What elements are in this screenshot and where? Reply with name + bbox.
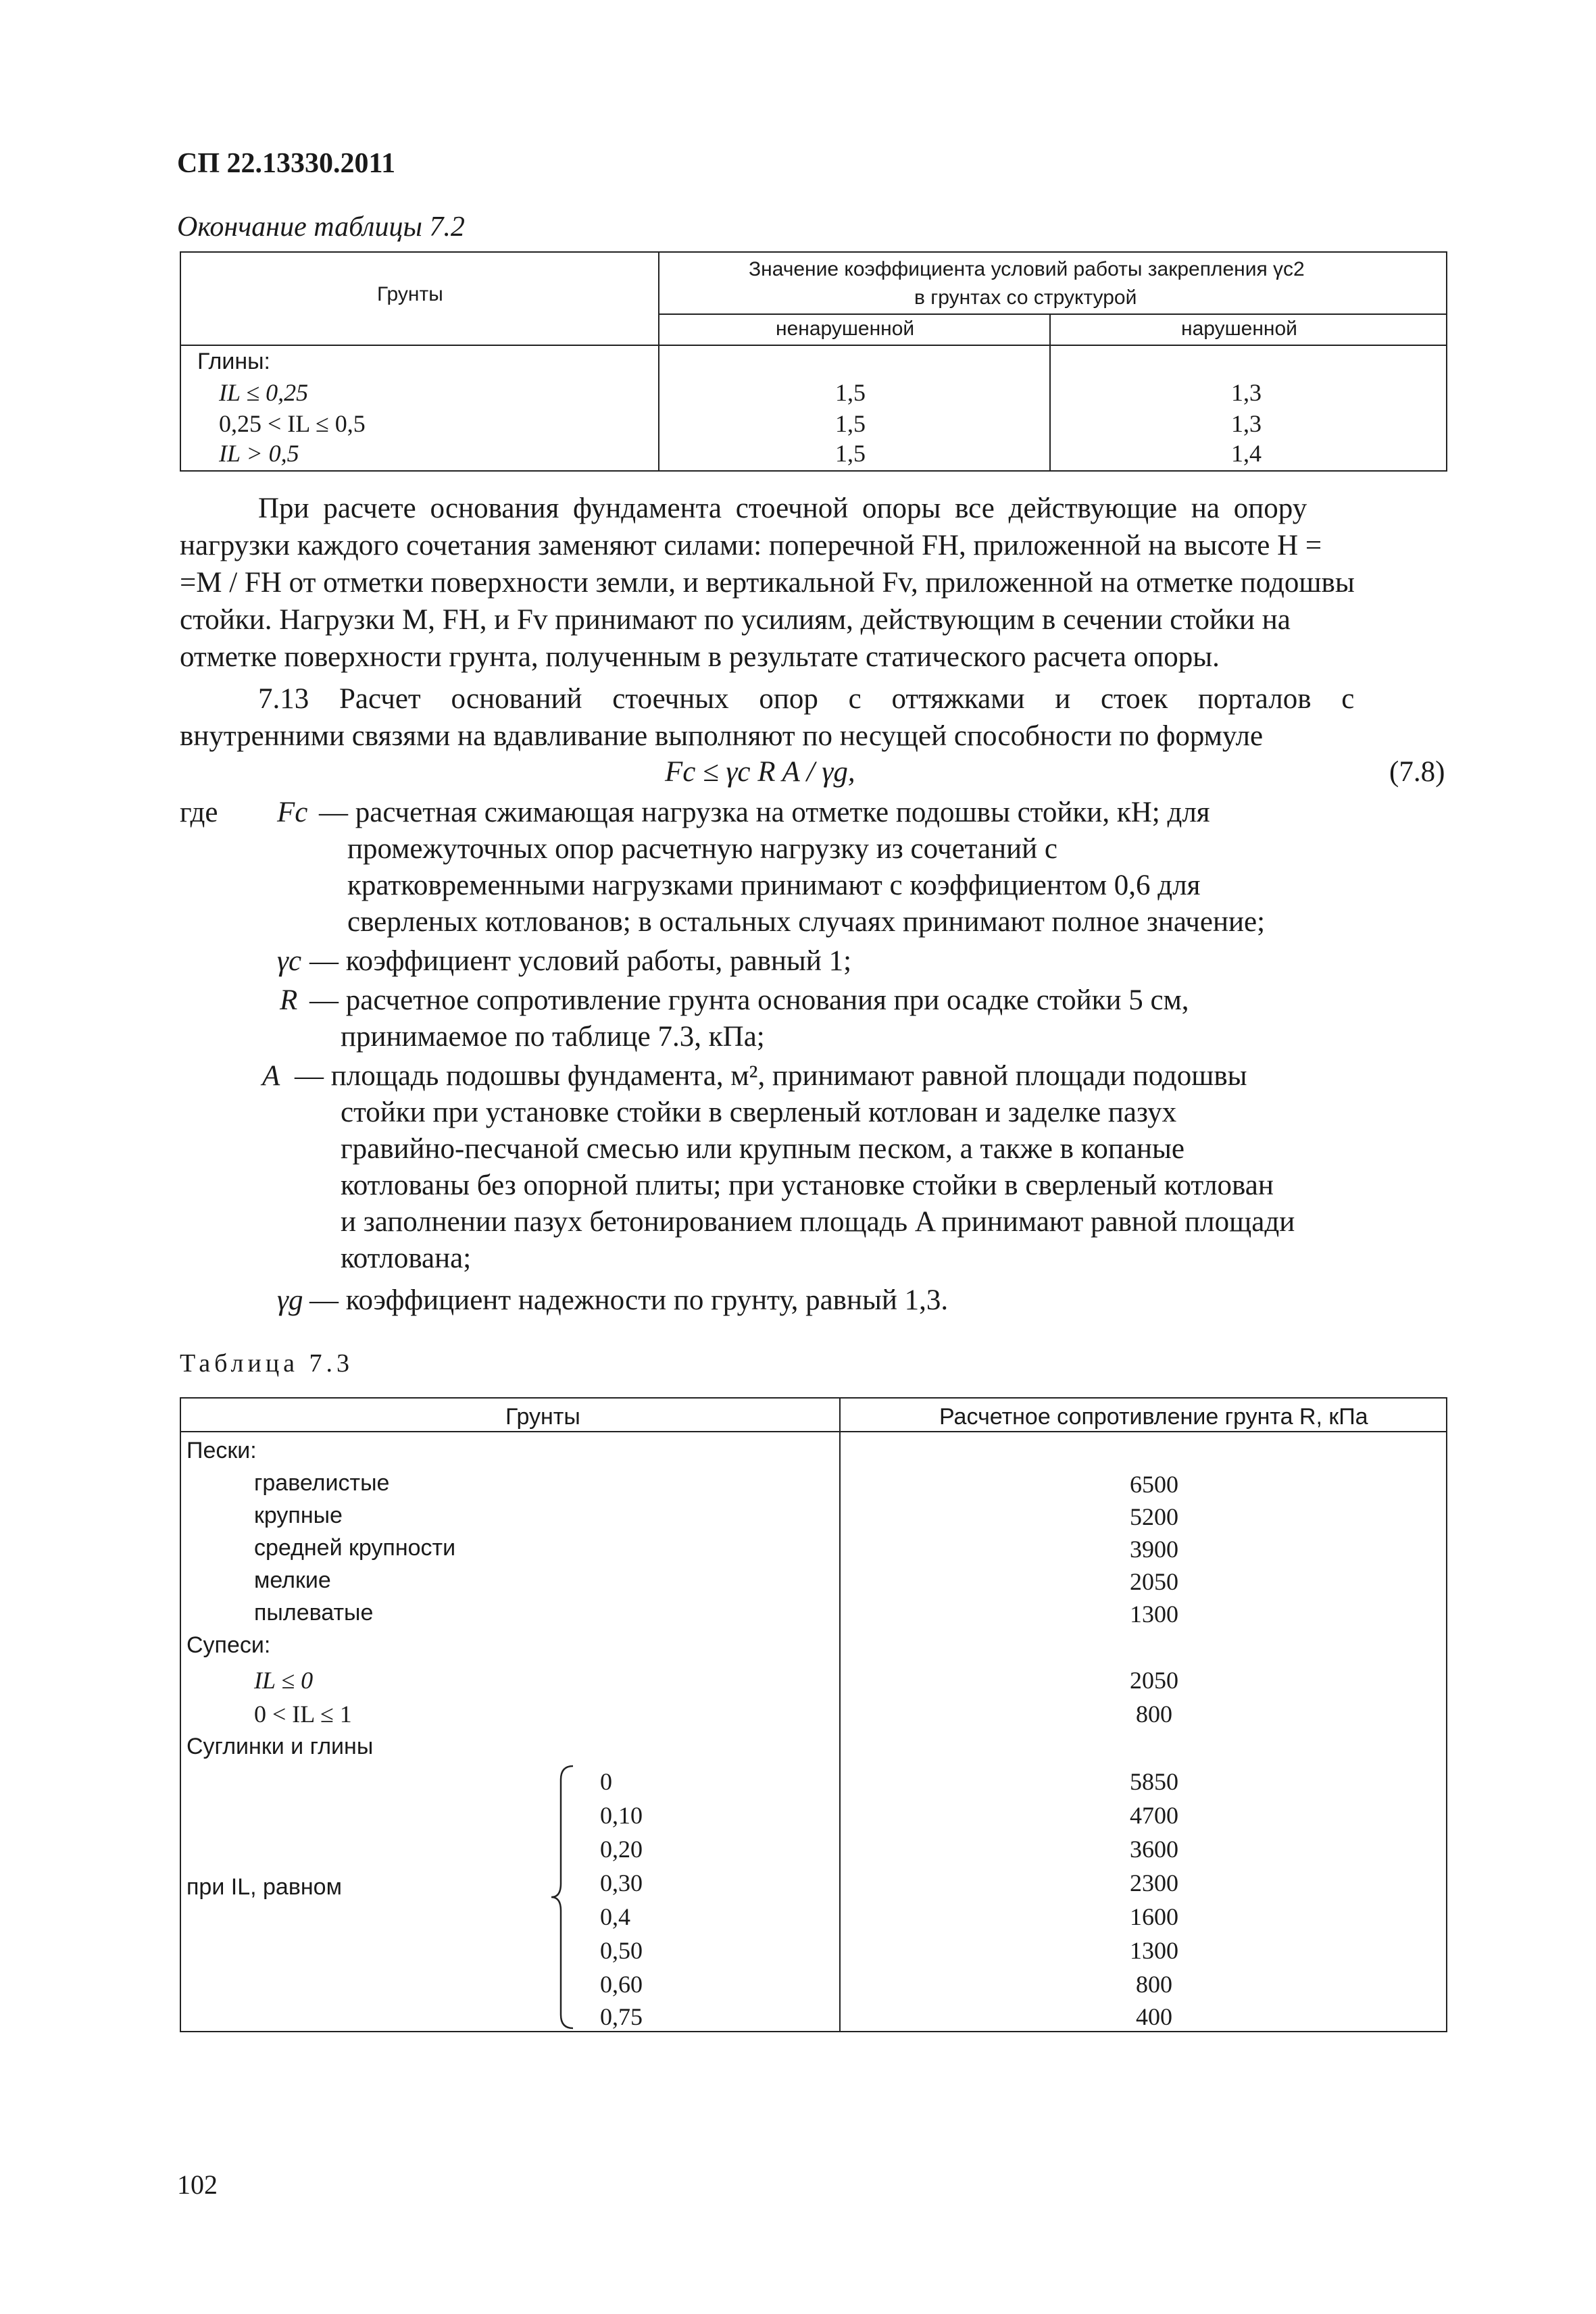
- table-row-soil: 0,25 < IL ≤ 0,5: [219, 410, 366, 437]
- table-row-value: 2300: [1130, 1869, 1178, 1896]
- definition-line: промежуточных опор расчетную нагрузку из сочетаний с: [347, 833, 1057, 865]
- list-item: крупные: [254, 1503, 343, 1528]
- table-7-2: [180, 251, 1447, 472]
- list-item: гравелистые: [254, 1470, 390, 1496]
- table-row-il: 0,50: [600, 1937, 643, 1964]
- list-item: мелкие: [254, 1567, 331, 1593]
- definition-line: котлованы без опорной плиты; при установке стойки в сверленый котлован: [341, 1169, 1274, 1201]
- symbol-a: A: [262, 1060, 280, 1092]
- table-row-undisturbed: 1,5: [835, 410, 866, 437]
- list-item-value: 6500: [1130, 1471, 1178, 1498]
- formula-number: (7.8): [1389, 756, 1445, 788]
- paragraph-line: стойки. Нагрузки M, FH, и Fv принимают по усилиям, действующим в сечении стойки на: [180, 604, 1291, 636]
- group-loams-clays: Суглинки и глины: [186, 1734, 374, 1759]
- definition-line: гравийно-песчаной смесью или крупным песком, а также в копаные: [341, 1133, 1185, 1165]
- list-item-value: 1300: [1130, 1601, 1178, 1628]
- table-row-il: 0,75: [600, 2003, 643, 2030]
- col-group-subheader: в грунтах со структурой: [914, 286, 1137, 309]
- table-row-undisturbed: 1,5: [835, 379, 866, 406]
- table-7-3-label: Таблица 7.3: [180, 1349, 354, 1378]
- definition-line: стойки при установке стойки в сверленый котлован и заделке пазух: [341, 1097, 1177, 1128]
- list-item-value: 2050: [1130, 1667, 1178, 1694]
- col-undisturbed-header: ненарушенной: [776, 318, 915, 340]
- page-number: 102: [177, 2169, 218, 2200]
- table-row-il: 0,4: [600, 1903, 630, 1930]
- table-row-il: 0,20: [600, 1836, 643, 1863]
- col-disturbed-header: нарушенной: [1181, 318, 1297, 340]
- definition-line: — расчетное сопротивление грунта основания при осадке стойки 5 см,: [309, 984, 1189, 1016]
- definition-line: — расчетная сжимающая нагрузка на отметке подошвы стойки, кН; для: [319, 797, 1210, 828]
- list-item: пылеватые: [254, 1600, 374, 1626]
- symbol-gamma-c: γc: [277, 945, 302, 977]
- table-row-il: 0: [600, 1768, 612, 1795]
- list-item-value: 2050: [1130, 1568, 1178, 1595]
- table-row-value: 4700: [1130, 1802, 1178, 1829]
- table-row-value: 1300: [1130, 1937, 1178, 1964]
- symbol-fc: Fc: [277, 797, 308, 828]
- group-sandy-loams: Супеси:: [186, 1632, 271, 1658]
- group-clays: Глины:: [197, 349, 270, 374]
- table-row-soil: IL > 0,5: [219, 440, 299, 467]
- definition-line: сверленых котлованов; в остальных случаях принимают полное значение;: [347, 906, 1266, 938]
- definition-line: — площадь подошвы фундамента, м², принимают равной площади подошвы: [295, 1060, 1247, 1092]
- formula-7-8: Fc ≤ γc R A / γg,: [665, 756, 855, 788]
- definition-line: — коэффициент надежности по грунту, равный 1,3.: [309, 1284, 949, 1316]
- table-row-undisturbed: 1,5: [835, 440, 866, 467]
- table-row-soil: IL ≤ 0,25: [219, 379, 309, 406]
- list-item-value: 3900: [1130, 1536, 1178, 1563]
- table-row-il: 0,10: [600, 1802, 643, 1829]
- list-item: IL ≤ 0: [254, 1667, 314, 1694]
- table-row-value: 400: [1136, 2003, 1172, 2030]
- paragraph-line: отметке поверхности грунта, полученным в результате статического расчета опоры.: [180, 641, 1220, 673]
- at-il-label: при IL, равном: [186, 1874, 342, 1900]
- table-7-3: [180, 1397, 1447, 2032]
- list-item: средней крупности: [254, 1535, 456, 1561]
- table-row-disturbed: 1,3: [1231, 379, 1262, 406]
- curly-brace: [549, 1765, 576, 2030]
- col-soil-header: Грунты: [377, 283, 443, 305]
- where-label: где: [180, 797, 218, 828]
- col-group-header: Значение коэффициента условий работы закрепления γc2: [749, 258, 1305, 280]
- col-r-header: Расчетное сопротивление грунта R, кПа: [939, 1404, 1368, 1430]
- col-soil-header: Грунты: [505, 1404, 580, 1430]
- table-row-value: 1600: [1130, 1903, 1178, 1930]
- definition-line: — коэффициент условий работы, равный 1;: [309, 945, 852, 977]
- table-row-value: 5850: [1130, 1768, 1178, 1795]
- list-item-value: 800: [1136, 1701, 1172, 1728]
- paragraph-line: =M / FH от отметки поверхности земли, и вертикальной Fv, приложенной на отметке подошвы: [180, 567, 1355, 599]
- paragraph-line: 7.13 Расчет оснований стоечных опор с оттяжками и стоек порталов с: [258, 683, 1355, 715]
- paragraph-line: При расчете основания фундамента стоечной опоры все действующие на опору: [258, 493, 1307, 524]
- table-row-il: 0,60: [600, 1971, 643, 1998]
- table-row-value: 800: [1136, 1971, 1172, 1998]
- definition-line: котлована;: [341, 1242, 472, 1274]
- symbol-gamma-g: γg: [277, 1284, 303, 1316]
- table-7-2-caption: Окончание таблицы 7.2: [177, 211, 465, 243]
- group-sands: Пески:: [186, 1438, 257, 1463]
- table-row-disturbed: 1,3: [1231, 410, 1262, 437]
- paragraph-line: внутренними связями на вдавливание выполняют по несущей способности по формуле: [180, 720, 1264, 752]
- definition-line: кратковременными нагрузками принимают с коэффициентом 0,6 для: [347, 870, 1201, 901]
- symbol-r: R: [280, 984, 298, 1016]
- table-row-disturbed: 1,4: [1231, 440, 1262, 467]
- list-item: 0 < IL ≤ 1: [254, 1701, 352, 1728]
- list-item-value: 5200: [1130, 1503, 1178, 1530]
- paragraph-line: нагрузки каждого сочетания заменяют силами: поперечной FH, приложенной на высоте H =: [180, 530, 1322, 561]
- definition-line: принимаемое по таблице 7.3, кПа;: [341, 1021, 765, 1053]
- table-row-value: 3600: [1130, 1836, 1178, 1863]
- document-code: СП 22.13330.2011: [177, 148, 396, 179]
- definition-line: и заполнении пазух бетонированием площадь A принимают равной площади: [341, 1206, 1295, 1238]
- table-row-il: 0,30: [600, 1869, 643, 1896]
